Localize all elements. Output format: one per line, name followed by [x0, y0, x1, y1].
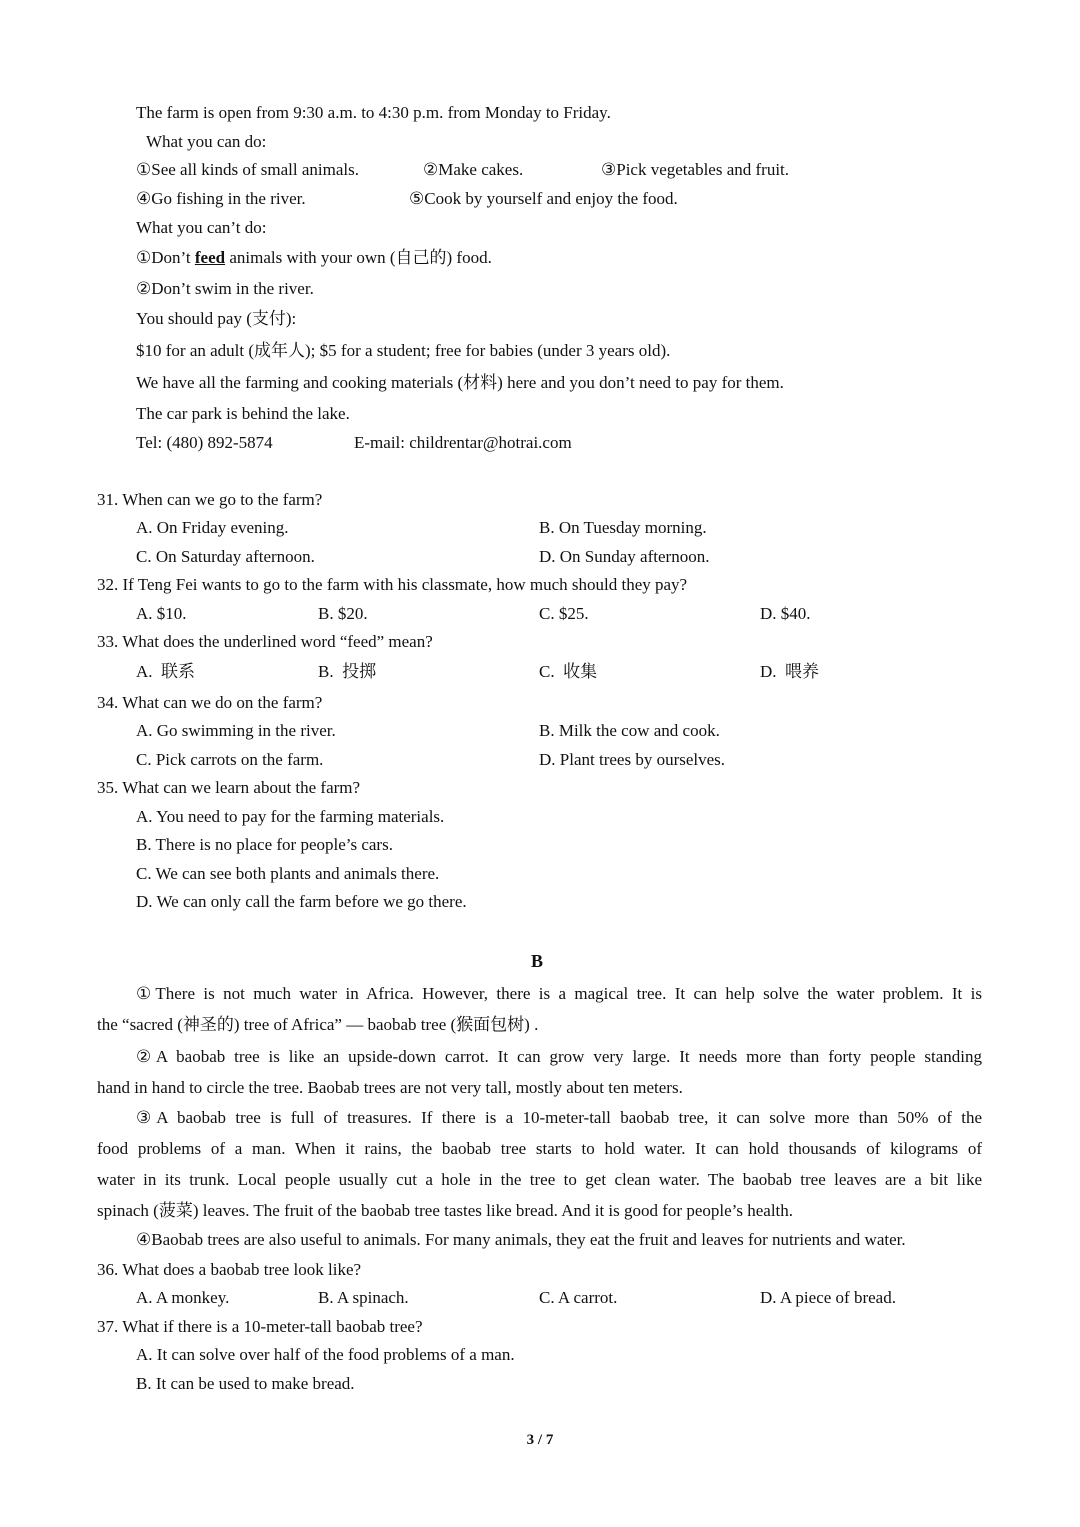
- option: C. We can see both plants and animals there.: [136, 864, 440, 883]
- option: B. $20.: [318, 604, 368, 623]
- question-35: 35. What can we learn about the farm?: [97, 778, 361, 797]
- can-do-item: ②Make cakes.: [423, 160, 524, 179]
- question-37: 37. What if there is a 10-meter-tall baobab tree?: [97, 1317, 423, 1336]
- option: A. You need to pay for the farming materials.: [136, 807, 445, 826]
- question-34: 34. What can we do on the farm?: [97, 693, 323, 712]
- pay-title: You should pay (支付):: [136, 309, 297, 328]
- section-heading-b: B: [531, 951, 544, 971]
- cannot-do-item: ②Don’t swim in the river.: [136, 279, 314, 298]
- option: C. A carrot.: [539, 1288, 618, 1307]
- option: D. $40.: [760, 604, 811, 623]
- can-do-item: ⑤Cook by yourself and enjoy the food.: [409, 189, 678, 208]
- paragraph-2: ②A baobab tree is like an upside-down carrot. It can grow very large. It needs more than forty people standing hand in hand to circle the tree. Baobab trees are not very tall, mostly about ten meters.: [97, 1047, 982, 1097]
- option: D. 喂养: [760, 662, 820, 681]
- page-number: 3 / 7: [526, 1432, 554, 1448]
- cannot-do-title: What you can’t do:: [136, 218, 267, 237]
- option: B. There is no place for people’s cars.: [136, 835, 393, 854]
- telephone: Tel: (480) 892-5874: [136, 433, 273, 452]
- option: C. $25.: [539, 604, 589, 623]
- option: D. Plant trees by ourselves.: [539, 750, 726, 769]
- option: C. On Saturday afternoon.: [136, 547, 315, 566]
- can-do-title: What you can do:: [146, 132, 267, 151]
- option: A. On Friday evening.: [136, 518, 289, 537]
- option: B. Milk the cow and cook.: [539, 721, 720, 740]
- option: B. It can be used to make bread.: [136, 1374, 355, 1393]
- option: A. Go swimming in the river.: [136, 721, 336, 740]
- paragraph-1: ①There is not much water in Africa. However, there is a magical tree. It can help solve the water problem. It is the “sacred (神圣的) tree of Africa” — baobab tree (猴面包树) .: [97, 984, 982, 1034]
- option: A. It can solve over half of the food problems of a man.: [136, 1345, 515, 1364]
- cannot-do-item: ①Don’t feed animals with your own (自己的) food.: [136, 248, 492, 267]
- can-do-item: ③Pick vegetables and fruit.: [601, 160, 790, 179]
- option: D. On Sunday afternoon.: [539, 547, 710, 566]
- option: A. $10.: [136, 604, 187, 623]
- underlined-word-feed: feed: [194, 248, 226, 267]
- option: C. Pick carrots on the farm.: [136, 750, 324, 769]
- paragraph-4: ④Baobab trees are also useful to animals. For many animals, they eat the fruit and leaves for nutrients and water.: [136, 1230, 906, 1249]
- option: B. A spinach.: [318, 1288, 409, 1307]
- question-36: 36. What does a baobab tree look like?: [97, 1260, 362, 1279]
- option: A. 联系: [136, 662, 196, 681]
- option: B. On Tuesday morning.: [539, 518, 707, 537]
- option: C. 收集: [539, 662, 598, 681]
- paragraph-3: ③A baobab tree is full of treasures. If there is a 10-meter-tall baobab tree, it can solve more than 50% of the food problems of a man. When it rains, the baobab tree starts to hold water. It can hold thousands of kilograms of water in its trunk. Local people usually cut a hole in the tree to get clean water. The baobab tree leaves are a bit like spinach (菠菜) leaves. The fruit of the baobab tree tastes like bread. And it is good for people’s health.: [97, 1108, 982, 1220]
- option: D. A piece of bread.: [760, 1288, 896, 1307]
- option: B. 投掷: [318, 662, 377, 681]
- question-31: 31. When can we go to the farm?: [97, 490, 323, 509]
- email: E-mail: childrentar@hotrai.com: [354, 433, 572, 452]
- open-hours: The farm is open from 9:30 a.m. to 4:30 p.m. from Monday to Friday.: [136, 103, 611, 122]
- question-32: 32. If Teng Fei wants to go to the farm with his classmate, how much should they pay?: [97, 575, 688, 594]
- can-do-item: ④Go fishing in the river.: [136, 189, 306, 208]
- option: D. We can only call the farm before we go there.: [136, 892, 467, 911]
- materials-note: We have all the farming and cooking materials (材料) here and you don’t need to pay for them.: [136, 373, 784, 392]
- question-33: 33. What does the underlined word “feed” mean?: [97, 632, 433, 651]
- car-park-note: The car park is behind the lake.: [136, 404, 350, 423]
- can-do-item: ①See all kinds of small animals.: [136, 160, 359, 179]
- option: A. A monkey.: [136, 1288, 230, 1307]
- prices: $10 for an adult (成年人); $5 for a student; free for babies (under 3 years old).: [136, 341, 671, 360]
